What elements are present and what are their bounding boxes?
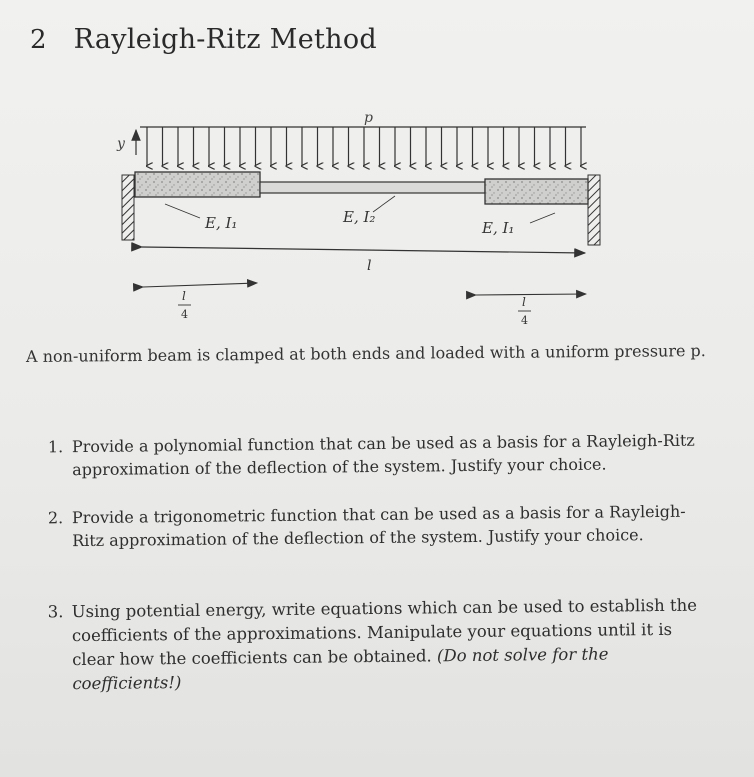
left-quarter-numerator: l [182, 289, 186, 303]
right-label-leader [530, 213, 555, 223]
load-arrows [147, 127, 581, 166]
middle-segment-label: E, I₂ [343, 208, 376, 226]
question-text: Using potential energy, write equations which can be used to establish the coefficients of the approximations. Manipulate your equations until it is clear how the coefficients can be obtained. [71, 595, 698, 670]
left-clamp-support [122, 175, 134, 240]
question-text: Provide a trigonometric function that can be used as a basis for a Rayleigh-Ritz approximation of the deflection of the system. Justify your choice. [71, 501, 686, 551]
length-label: l [367, 258, 372, 274]
beam-middle-thin-segment [260, 182, 485, 193]
load-label: p [364, 110, 373, 126]
right-clamp-support [588, 175, 600, 245]
right-segment-label: E, I₁ [482, 219, 515, 237]
beam-figure [0, 100, 754, 330]
question-text: Provide a polynomial function that can be used as a basis for a Rayleigh-Ritz approximation of the deflection of the system. Justify your choice. [71, 430, 695, 480]
question-number: 1. [47, 437, 64, 457]
question-2 [48, 500, 698, 553]
question-number: 3. [47, 602, 64, 622]
right-quarter-dimension-arrow [476, 294, 586, 295]
section-number: 2 [30, 25, 47, 55]
section-header [30, 24, 377, 55]
middle-label-leader [373, 196, 395, 212]
length-dimension-arrow [142, 247, 585, 253]
right-quarter-denominator: 4 [521, 314, 528, 327]
right-quarter-numerator: l [522, 295, 526, 309]
question-text-wrapper [72, 594, 699, 697]
y-axis-label: y [117, 136, 125, 152]
question-emphasis: (Do not solve for the coefficients!) [72, 644, 609, 694]
question-3 [48, 594, 699, 697]
left-quarter-denominator: 4 [181, 308, 188, 321]
left-segment-label: E, I₁ [205, 214, 238, 232]
question-1 [48, 429, 698, 482]
beam-right-thick-segment [485, 179, 588, 204]
section-title: Rayleigh-Ritz Method [73, 24, 378, 55]
question-number: 2. [47, 508, 64, 528]
left-quarter-dimension-arrow [143, 283, 257, 287]
beam-left-thick-segment [135, 172, 260, 197]
left-label-leader [165, 204, 200, 218]
problem-statement: A non-uniform beam is clamped at both ends and loaded with a uniform pressure p. [25, 341, 706, 366]
